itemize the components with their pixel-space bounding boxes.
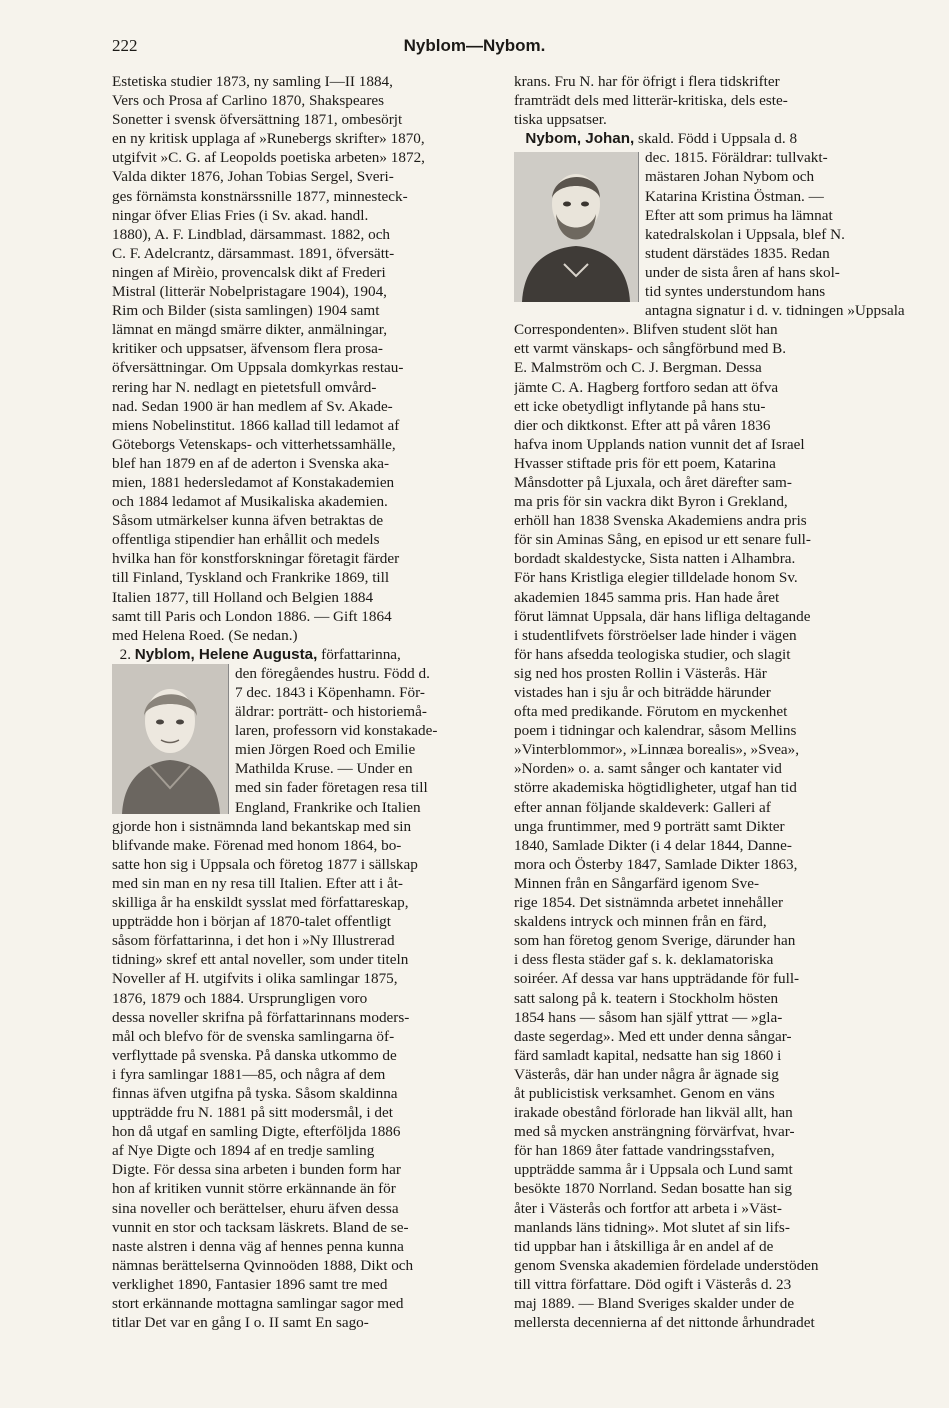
text-line: ett varmt vänskaps- och sångförbund med B.	[514, 340, 787, 358]
text-line: rige 1854. Det sistnämnda arbetet innehåller	[514, 894, 784, 912]
nybom-johan-entry	[514, 129, 906, 1332]
text-line: erhöll han 1838 Svenska Akademiens andra pris	[514, 512, 807, 530]
text-line: För hans Kristliga elegier tilldelade honom Sv.	[514, 569, 798, 587]
text-line: miens Nobelinstitut. 1866 kallad till ledamot af	[112, 416, 400, 434]
text-line: med så mycken ansträngning förvärfvat, hvar-	[514, 1123, 795, 1141]
text-line: i fyra samlingar 1881—85, och några af dem	[112, 1065, 386, 1083]
text-line: maj 1889. — Bland Sveriges skalder under de	[514, 1295, 795, 1312]
text-line: stort erkännande mottagna samlingar sagor med	[112, 1295, 404, 1312]
entry-heading-line	[112, 645, 498, 664]
text-line: åter i Västerås och fortfor att arbeta i »Väst-	[514, 1199, 782, 1217]
text-line: besökte 1870 Norrland. Sedan bosatte han sig	[514, 1180, 792, 1198]
text-line: Vers och Prosa af Carlino 1870, Shakspeares	[112, 92, 385, 110]
text-line: med Helena Roed. (Se nedan.)	[112, 626, 298, 644]
text-line: E. Malmström och C. J. Bergman. Dessa	[514, 359, 762, 377]
text-line: Mathilda Kruse. — Under en	[235, 760, 413, 778]
text-line: uppträdde samma år i Uppsala och Lund samt	[514, 1161, 793, 1179]
text-line: Göteborgs Vetenskaps- och vitterhetssamhälle,	[112, 435, 396, 453]
text-line: mien Jörgen Roed och Emilie	[235, 741, 416, 759]
text-line: nämnas berättelserna Qvinnoöden 1888, Dikt och	[112, 1256, 414, 1274]
text-line: mål och blefvo för de svenska samlingarna öf-	[112, 1027, 395, 1045]
text-line: tid syntes understundom hans	[645, 283, 826, 301]
text-line: dec. 1815. Föräldrar: tullvakt-	[645, 149, 828, 167]
text-line: utgifvit »C. G. af Leopolds poetiska arbeten» 1872,	[112, 149, 425, 167]
text-line: mellersta decennierna af det nittonde århundradet	[514, 1314, 815, 1332]
text-line: antagna signatur i d. v. tidningen »Uppsala	[645, 302, 905, 320]
text-line: som han företog genom Sverige, därunder han	[514, 932, 796, 950]
text-line: 1840, Samlade Dikter (i 4 delar 1844, Danne-	[514, 836, 792, 854]
left-column	[112, 72, 498, 1332]
text-line: tiska uppsatser.	[514, 111, 607, 129]
text-line: med sin fader företagen resa till	[235, 779, 428, 797]
text-line: soiréer. Af dessa var hans uppträdande för full-	[514, 970, 800, 988]
text-line: med sin man en ny resa till Italien. Efter att i åt-	[112, 874, 403, 892]
text-line: för han 1869 åter fattade vandringsstafven,	[514, 1142, 775, 1160]
text-line: Rim och Bilder (sista samlingen) 1904 samt	[112, 302, 380, 320]
text-line: mästaren Johan Nybom och	[645, 168, 815, 186]
text-line: skaldens intryck och minnen från en färd,	[514, 913, 767, 931]
text-line: genom Svenska akademien fördelade understöden	[514, 1256, 819, 1274]
text-line: sina noveller och berättelser, ehuru äfven dessa	[112, 1199, 399, 1217]
text-line: såsom författarinna, i det hon i »Ny Illustrerad	[112, 932, 395, 950]
text-line: vunnit en stor och tacksam läskrets. Bland de se-	[112, 1218, 409, 1236]
text-line: hon då utgaf en samling Digte, efterföljda 1886	[112, 1123, 401, 1141]
page-number: 222	[112, 36, 138, 55]
text-line: förut lämnat Uppsala, där hans lifliga deltagande	[514, 607, 811, 625]
text-line: nad. Sedan 1900 är han medlem af Sv. Akade-	[112, 397, 393, 415]
text-line: uppträdde fru N. 1881 på sitt modersmål, i det	[112, 1104, 393, 1122]
text-line: gjorde hon i sistnämnda land bekantskap med sin	[112, 817, 412, 835]
text-line: ges förnämsta konstnärssnille 1877, minnesteck-	[112, 187, 408, 205]
text-line: hafva inom Upplands nation vunnit det af Israel	[514, 435, 805, 453]
text-line: irakade obestånd förlorade han likväl allt, han	[514, 1104, 793, 1122]
text-line: Valda dikter 1876, Johan Tobias Sergel, Sveri-	[112, 168, 394, 186]
text-line: Noveller af H. utgifvits i olika samlingar 1875,	[112, 970, 398, 988]
text-line: dier och diktkonst. Efter att på våren 1836	[514, 416, 771, 434]
text-line: poem i tidningar och kalendrar, såsom Mellins	[514, 722, 797, 740]
nyblom-carl-continuation	[112, 72, 498, 645]
text-line: mien, 1881 hedersledamot af Konstakademien	[112, 473, 395, 491]
text-line: daste segerdag». Med ett under denna sångar-	[514, 1027, 792, 1045]
text-line: C. F. Adelcrantz, därsammast. 1891, öfversätt-	[112, 244, 395, 262]
text-line: samt till Paris och London 1886. — Gift 1864	[112, 607, 392, 625]
text-line: ett icke obetydligt inflytande på hans stu-	[514, 397, 766, 415]
text-line: sig ned hos prosten Rollin i Västerås. Här	[514, 664, 767, 682]
text-line: till Finland, Tyskland och Frankrike 1869, till	[112, 569, 390, 587]
text-line: titlar Det var en gång I o. II samt En sago-	[112, 1314, 369, 1332]
running-title: Nyblom—Nybom.	[403, 36, 546, 55]
text-line: Sonetter i svensk öfversättning 1871, ombesörjt	[112, 111, 403, 129]
text-line: Minnen från en Sångarfärd igenom Sve-	[514, 874, 760, 892]
text-line: bordadt skaldestycke, Sista natten i Alhambra.	[514, 550, 796, 568]
text-line: Mistral (litterär Nobelpristagare 1904), 1904,	[112, 283, 387, 301]
text-line: under de sista åren af hans skol-	[645, 263, 840, 281]
text-line: unga fruntimmer, med 9 porträtt samt Dikter	[514, 817, 785, 835]
text-line: färd samladt kapital, nedsatte han sig 1860 i	[514, 1046, 782, 1064]
text-line: framträdt dels med litterär-kritiska, dels este-	[514, 92, 788, 110]
text-line: verklighet 1890, Fantasier 1896 samt tre med	[112, 1275, 388, 1293]
text-line: författarinna,	[321, 645, 401, 663]
right-column	[514, 72, 906, 1332]
text-line: naste alstren i denna väg af hennes penna kunna	[112, 1237, 404, 1255]
text-line: Italien 1877, till Holland och Belgien 1884	[112, 588, 374, 606]
text-line: ma pris för sin vackra dikt Byron i Grekland,	[514, 493, 788, 511]
text-line: tid uppbar han i åtskilliga år en andel af de	[514, 1237, 774, 1255]
text-line: lämnat en mängd smärre dikter, anmälningar,	[112, 321, 388, 339]
text-line: 7 dec. 1843 i Köpenhamn. För-	[235, 684, 425, 701]
text-line: kritiker och uppsatser, äfvensom flera prosa-	[112, 340, 383, 358]
text-line: för sin Aminas Sång, en episod ur ett senare full-	[514, 531, 811, 549]
text-line: större akademiska högtidligheter, utgaf han tid	[514, 779, 797, 797]
text-line: hon af kritiken vunnit större erkännande än för	[112, 1180, 396, 1198]
portrait-johan-nybom	[514, 152, 639, 302]
text-line: akademien 1845 samma pris. Han hade året	[514, 588, 780, 606]
text-line: Katarina Kristina Östman. —	[645, 187, 824, 205]
text-line: »Norden» o. a. samt sånger och kantater vid	[514, 760, 782, 778]
text-line: finnas äfven utgifna på tyska. Såsom skaldinna	[112, 1084, 398, 1102]
nyblom-helene-entry	[112, 645, 498, 1332]
text-line: af Nye Digte och 1894 af en tredje samling	[112, 1142, 375, 1160]
entry-heading-line	[514, 129, 906, 148]
entry-number: 2.	[119, 645, 131, 663]
text-line: till vittra författare. Död ogift i Västerås d. 23	[514, 1275, 792, 1293]
text-line: Månsdotter på Ljuxala, och året därefter sam-	[514, 473, 792, 491]
text-line: jämte C. A. Hagberg fortforo sedan att öfva	[514, 378, 779, 396]
text-line: Digte. För dessa sina arbeten i bunden form har	[112, 1161, 401, 1179]
text-line: satt salong på k. teatern i Stockholm hösten	[514, 989, 779, 1007]
text-line: i studentlifvets förströelser lade hinder i vägen	[514, 626, 797, 644]
text-line: 1876, 1879 och 1884. Ursprungligen voro	[112, 989, 368, 1007]
text-line: ningar öfver Elias Fries (i Sv. akad. handl.	[112, 206, 369, 224]
text-line: katedralskolan i Uppsala, blef N.	[645, 225, 845, 243]
text-line: efter annan följande skaldeverk: Galleri af	[514, 798, 771, 816]
text-line: »Vinterblommor», »Linnæa borealis», »Svea»,	[514, 741, 800, 759]
text-line: Correspondenten». Blifven student slöt han	[514, 321, 778, 339]
text-line: England, Frankrike och Italien	[235, 798, 421, 816]
text-line: öfversättningar. Om Uppsala domkyrkas restau-	[112, 359, 404, 377]
text-line: och 1884 ledamot af Musikaliska akademien.	[112, 493, 388, 511]
text-line: verflyttade på svenska. På danska utkommo de	[112, 1046, 397, 1064]
text-line: tidning» skref ett antal noveller, som under titeln	[112, 951, 409, 969]
text-line: blef han 1879 en af de aderton i Svenska aka-	[112, 454, 390, 472]
text-line: skald. Född i Uppsala d. 8	[638, 130, 798, 148]
headword: Nybom, Johan,	[525, 130, 635, 148]
text-line: skilliga år ha enskildt sysslat med författareskap,	[112, 894, 409, 912]
text-line: offentliga stipendier han erhållit och medels	[112, 531, 380, 549]
text-line: satte hon sig i Uppsala och företog 1877 i sällskap	[112, 855, 418, 873]
text-line: Hvasser stiftade pris för ett poem, Katarina	[514, 454, 776, 472]
text-line: ofta med predikande. Förutom en myckenhet	[514, 703, 788, 721]
text-line: 1880), A. F. Lindblad, därsammast. 1882, och	[112, 225, 391, 243]
text-line: ningen af Mirèio, provencalsk dikt af Frederi	[112, 263, 386, 281]
text-line: för hans afsedda teologiska studier, och slagit	[514, 645, 791, 663]
text-line: Såsom utmärkelser kunna äfven betraktas de	[112, 512, 384, 530]
text-line: åt publicistisk verksamhet. Genom en väns	[514, 1084, 775, 1102]
text-line: manlands läns tidning». Mot slutet af sin lifs-	[514, 1218, 790, 1236]
text-line: äldrar: porträtt- och historiemå-	[235, 703, 427, 721]
text-line: dessa noveller skrifna på författarinnans moders-	[112, 1008, 410, 1026]
text-line: blifvande make. Förenad med honom 1864, bo-	[112, 836, 402, 854]
text-line: 1854 hans — såsom han själf yttrat — »gla-	[514, 1008, 783, 1026]
text-line: mora och Österby 1847, Samlade Dikter 1863,	[514, 855, 798, 873]
text-line: krans. Fru N. har för öfrigt i flera tidskrifter	[514, 73, 780, 90]
text-line: den föregåendes hustru. Född d.	[235, 664, 430, 682]
text-line: Efter att som primus ha lämnat	[645, 206, 833, 224]
headword: Nyblom, Helene Augusta,	[134, 645, 318, 663]
portrait-helene-nyblom	[112, 664, 229, 814]
text-line: laren, professorn vid konstakade-	[235, 722, 438, 740]
text-line: i dess flesta städer gaf s. k. deklamatoriska	[514, 951, 774, 969]
text-line: en ny kritisk upplaga af »Runebergs skrifter» 1870,	[112, 130, 425, 148]
text-line: uppträdde hon i början af 1870-talet offentligt	[112, 913, 391, 931]
text-line: student därstädes 1835. Redan	[645, 244, 830, 262]
text-line: hvilka han för konstforskningar företagit färder	[112, 550, 400, 568]
text-line: vistades han i sju år och biträdde härunder	[514, 684, 771, 701]
text-line: rering har N. nedlagt en pietetsfull omvård-	[112, 378, 377, 396]
text-line: Estetiska studier 1873, ny samling I—II 1884,	[112, 73, 393, 90]
text-line: Västerås, där han under några år ägnade sig	[514, 1065, 779, 1083]
nyblom-helene-continuation	[514, 72, 906, 129]
